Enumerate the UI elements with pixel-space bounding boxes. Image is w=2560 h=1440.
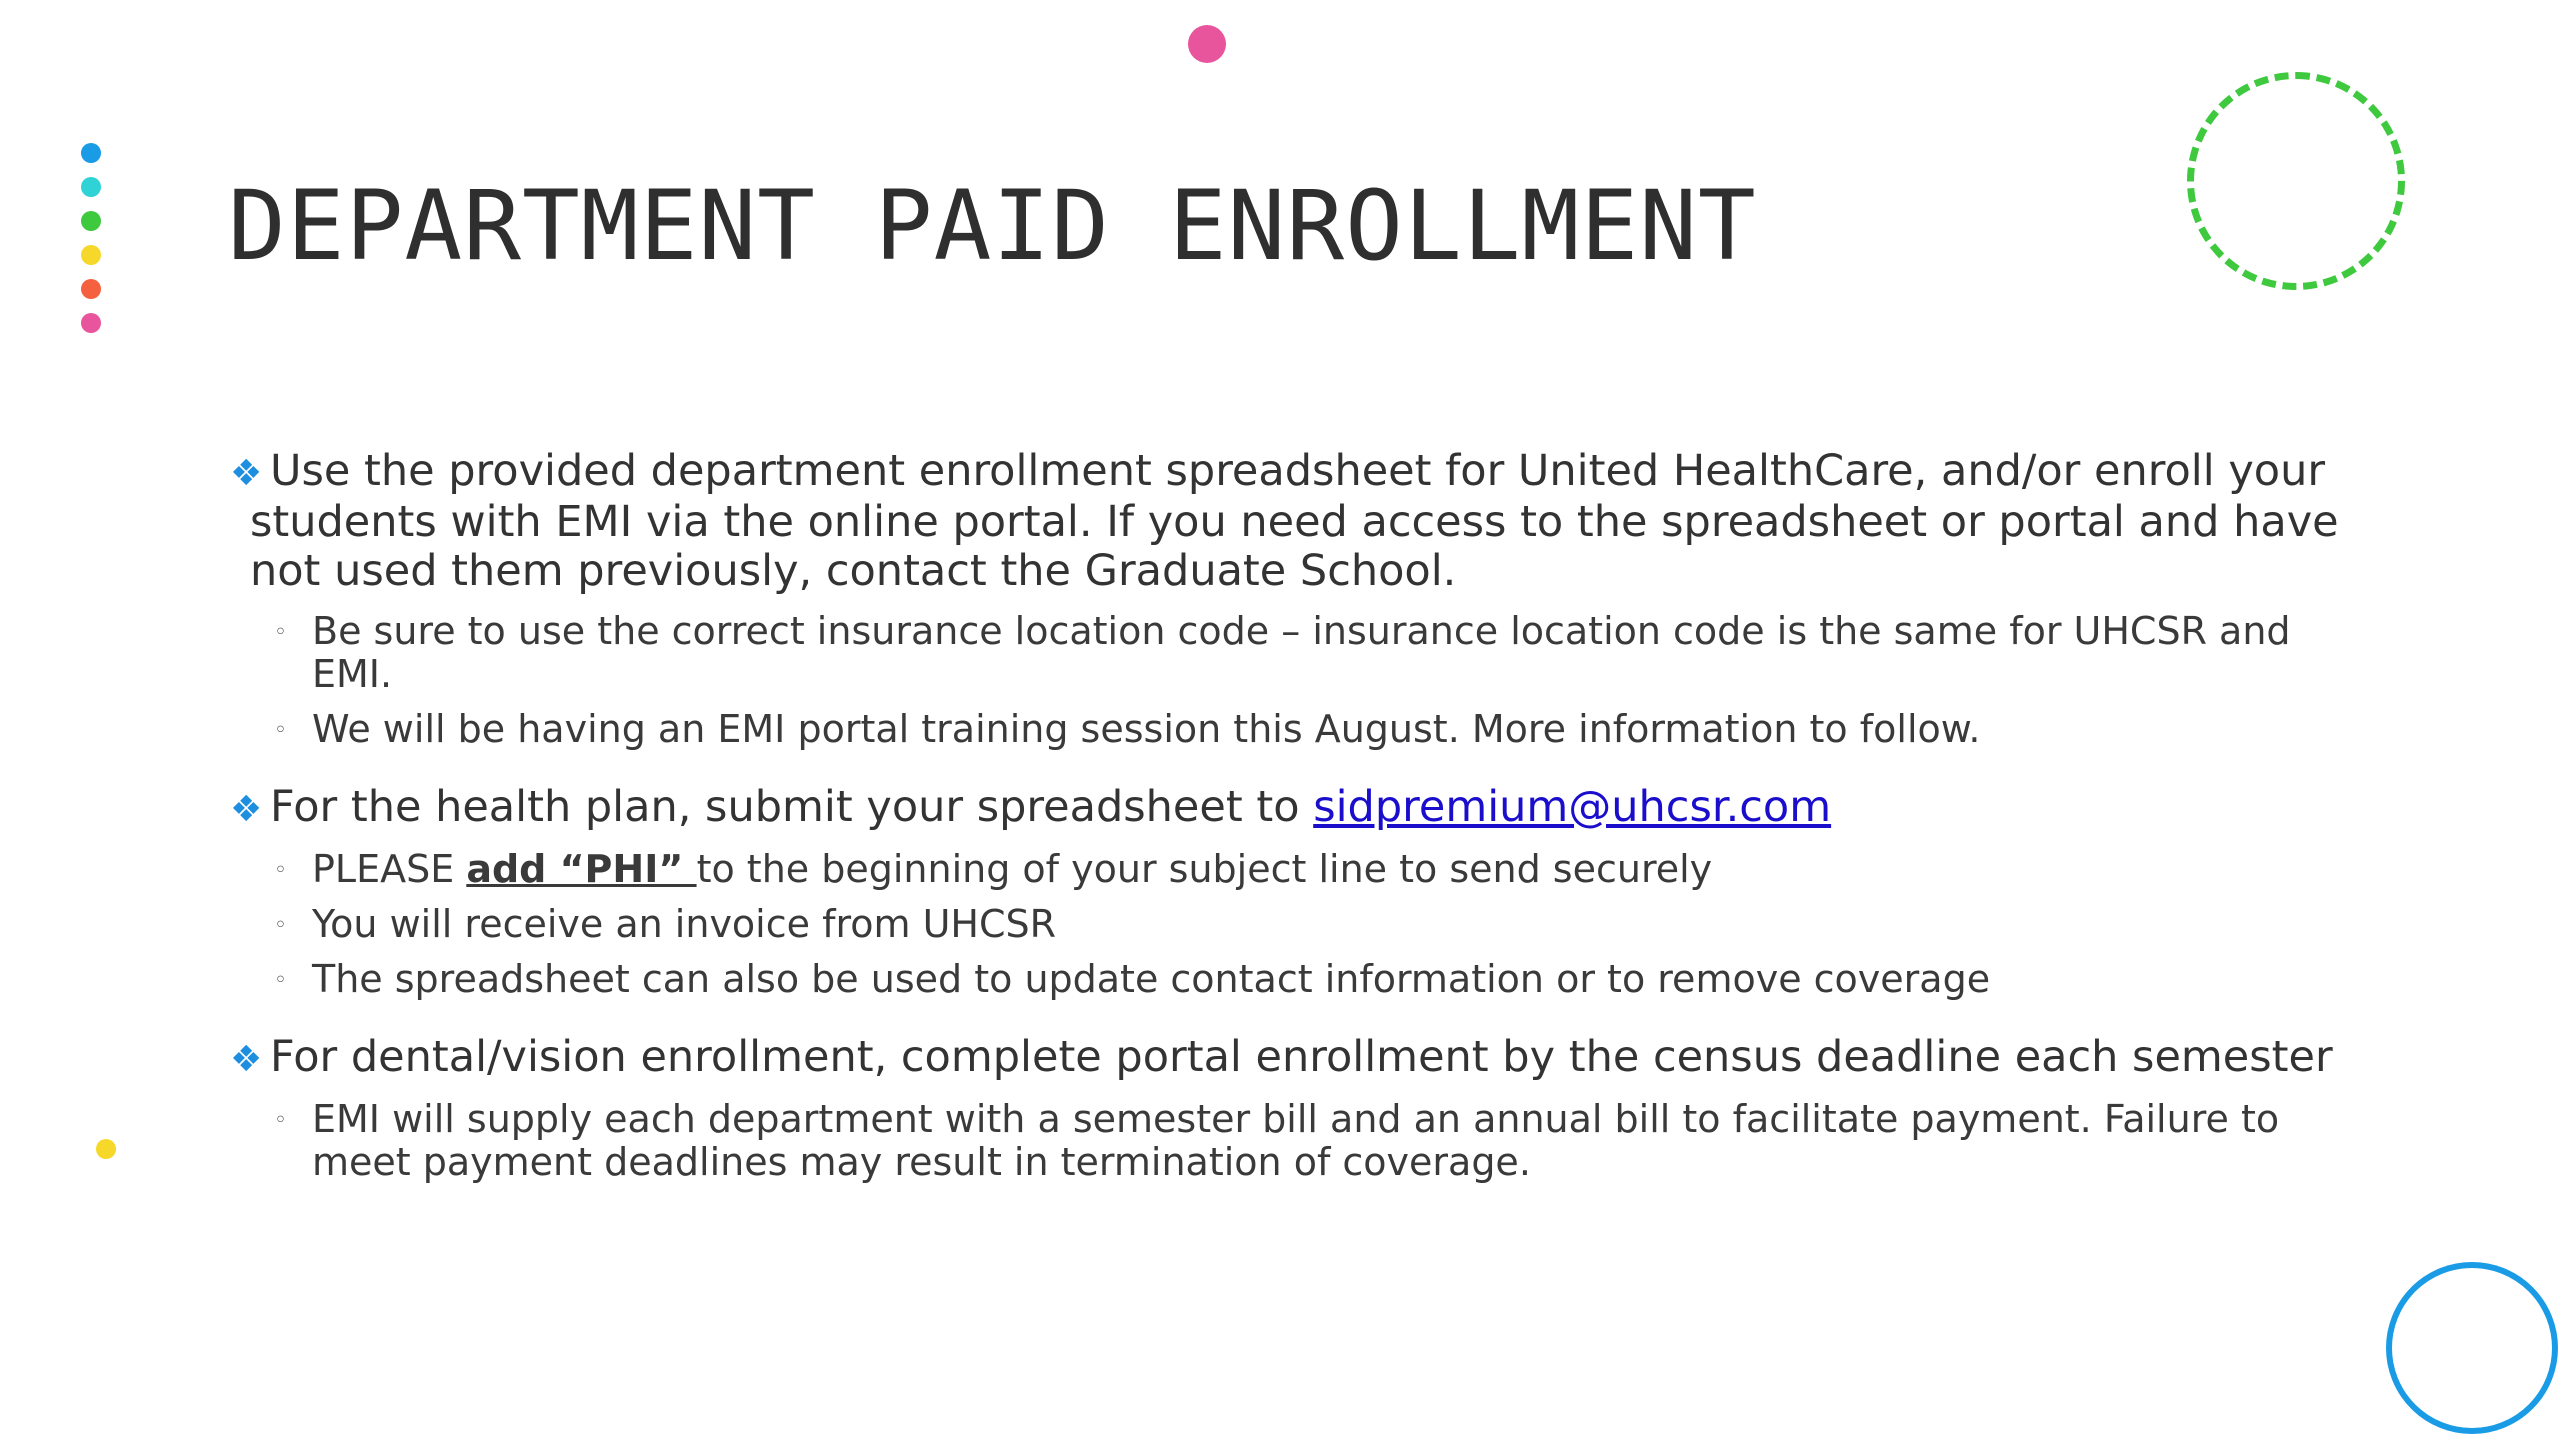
circle-bullet-icon: ◦ bbox=[274, 913, 287, 938]
phi-emphasis: add “PHI” bbox=[466, 847, 697, 891]
circle-bullet-icon: ◦ bbox=[274, 620, 287, 645]
diamond-bullet-icon: ❖ bbox=[230, 453, 263, 494]
sub-bullet-update-contact bbox=[230, 958, 2350, 1001]
bullet-text: Use the provided department enrollment spreadsheet for United HealthCare, and/or enroll your students with EMI via the online portal. If you need access to the spreadsheet or portal and have not used them previously, contact the Graduate School. bbox=[250, 446, 2339, 596]
decorative-blue-dot bbox=[81, 143, 101, 163]
bullet-text: For the health plan, submit your spreadsheet to bbox=[270, 782, 1314, 832]
decorative-cyan-dot bbox=[81, 177, 101, 197]
sub-bullet-text: You will receive an invoice from UHCSR bbox=[312, 902, 1057, 946]
diamond-bullet-icon: ❖ bbox=[230, 789, 263, 830]
decorative-pink-dot-small bbox=[81, 313, 101, 333]
bullet-text: For dental/vision enrollment, complete portal enrollment by the census deadline each semester bbox=[270, 1032, 2333, 1082]
circle-bullet-icon: ◦ bbox=[274, 718, 287, 743]
sub-bullet-emi-billing bbox=[230, 1098, 2350, 1184]
bullet-health-plan bbox=[230, 783, 2350, 834]
sub-bullet-text: We will be having an EMI portal training session this August. More information to follow. bbox=[312, 707, 1981, 751]
circle-bullet-icon: ◦ bbox=[274, 1108, 287, 1133]
sub-bullet-text: Be sure to use the correct insurance location code – insurance location code is the same for UHCSR and EMI. bbox=[312, 609, 2291, 696]
decorative-dashed-green-ring bbox=[2187, 72, 2405, 290]
sub-bullet-invoice bbox=[230, 903, 2350, 946]
circle-bullet-icon: ◦ bbox=[274, 858, 287, 883]
sub-bullet-text: The spreadsheet can also be used to update contact information or to remove coverage bbox=[312, 957, 1991, 1001]
decorative-blue-ring bbox=[2386, 1262, 2558, 1434]
bullet-spreadsheet-portal bbox=[230, 447, 2350, 596]
decorative-yellow-dot bbox=[81, 245, 101, 265]
decorative-yellow-dot-lone bbox=[96, 1139, 116, 1159]
decorative-orange-dot bbox=[81, 279, 101, 299]
sub-bullet-phi-subject bbox=[230, 848, 2350, 891]
sub-bullet-text-after: to the beginning of your subject line to send securely bbox=[696, 847, 1713, 891]
sub-bullet-location-code bbox=[230, 610, 2350, 696]
slide-content bbox=[230, 447, 2350, 1184]
sub-bullet-training-session bbox=[230, 708, 2350, 751]
sub-bullet-text: EMI will supply each department with a semester bill and an annual bill to facilitate payment. Failure to meet payment deadlines may result in termination of coverage. bbox=[312, 1097, 2280, 1184]
sub-bullet-text-before: PLEASE bbox=[312, 847, 467, 891]
slide-title: DEPARTMENT PAID ENROLLMENT bbox=[228, 170, 1757, 282]
decorative-pink-dot bbox=[1188, 25, 1226, 63]
email-link[interactable]: sidpremium@uhcsr.com bbox=[1313, 782, 1832, 832]
bullet-dental-vision bbox=[230, 1033, 2350, 1084]
decorative-green-dot bbox=[81, 211, 101, 231]
diamond-bullet-icon: ❖ bbox=[230, 1039, 263, 1080]
circle-bullet-icon: ◦ bbox=[274, 968, 287, 993]
